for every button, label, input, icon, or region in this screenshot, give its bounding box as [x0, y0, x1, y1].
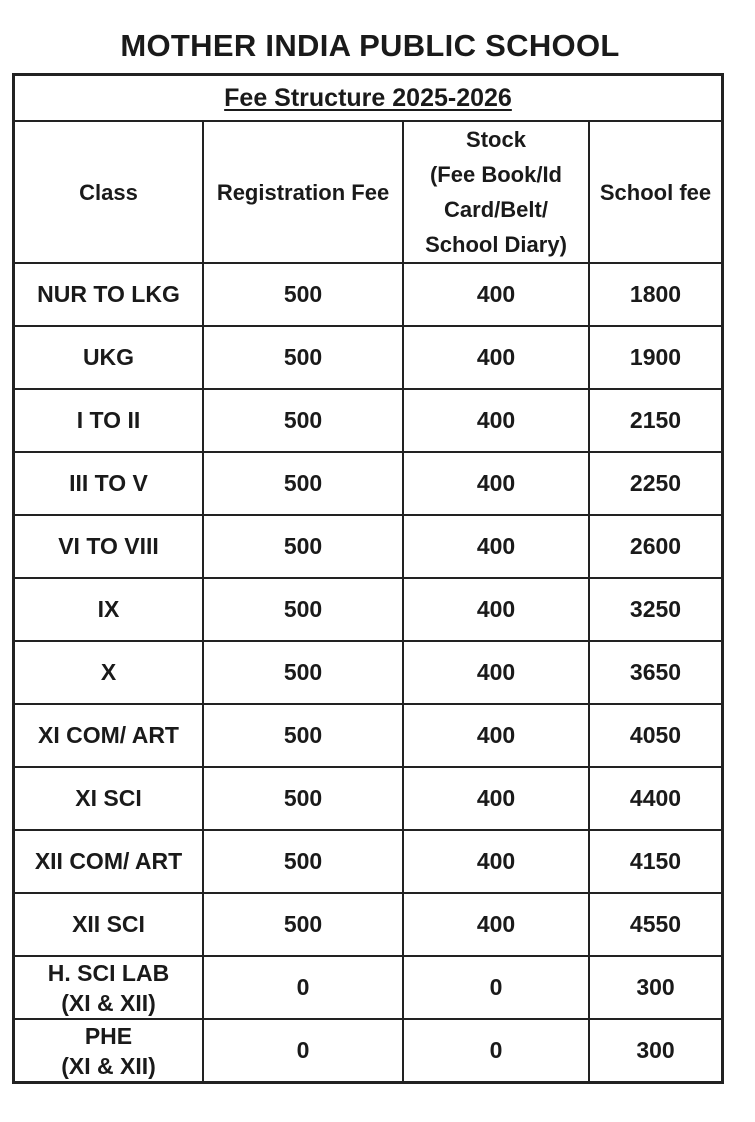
registration-fee-cell: 500 — [203, 641, 403, 704]
stock-fee-cell: 400 — [403, 452, 589, 515]
class-cell: XI SCI — [15, 767, 203, 830]
registration-fee-cell: 500 — [203, 389, 403, 452]
stock-fee-cell: 0 — [403, 1019, 589, 1081]
fee-table-row — [15, 578, 721, 641]
school-fee-cell: 4150 — [589, 830, 721, 893]
school-fee-cell: 1800 — [589, 263, 721, 326]
registration-fee-cell: 0 — [203, 1019, 403, 1081]
registration-fee-cell: 500 — [203, 704, 403, 767]
stock-header-line: School Diary) — [425, 232, 567, 257]
registration-fee-cell: 0 — [203, 956, 403, 1019]
fee-table-row — [15, 515, 721, 578]
class-cell: XII SCI — [15, 893, 203, 956]
class-cell: IX — [15, 578, 203, 641]
school-fee-cell: 4550 — [589, 893, 721, 956]
fee-table-row — [15, 767, 721, 830]
class-name: H. SCI LAB — [47, 959, 170, 986]
fee-table-row — [15, 326, 721, 389]
stock-fee-cell: 400 — [403, 578, 589, 641]
fee-table-row — [15, 704, 721, 767]
fee-table-body — [15, 263, 721, 1081]
school-fee-cell: 4050 — [589, 704, 721, 767]
school-fee-cell: 2150 — [589, 389, 721, 452]
stock-header-line: Card/Belt/ — [444, 197, 548, 222]
stock-fee-cell: 400 — [403, 326, 589, 389]
class-cell: UKG — [15, 326, 203, 389]
school-fee-cell: 4400 — [589, 767, 721, 830]
school-fee-cell: 3250 — [589, 578, 721, 641]
class-cell: XI COM/ ART — [15, 704, 203, 767]
registration-fee-column-header: Registration Fee — [203, 122, 403, 263]
stock-fee-cell: 400 — [403, 704, 589, 767]
stock-fee-cell: 400 — [403, 641, 589, 704]
fee-table-row — [15, 956, 721, 1019]
fee-structure-sheet — [12, 73, 724, 1084]
stock-fee-cell: 400 — [403, 389, 589, 452]
class-cell: NUR TO LKG — [15, 263, 203, 326]
fee-table-header-row — [15, 122, 721, 263]
stock-header-line: (Fee Book/Id — [429, 162, 562, 187]
school-name: MOTHER INDIA PUBLIC SCHOOL — [120, 28, 620, 63]
school-fee-cell: 2250 — [589, 452, 721, 515]
subtitle-row — [15, 76, 721, 122]
class-cell: I TO II — [15, 389, 203, 452]
stock-fee-cell: 400 — [403, 515, 589, 578]
fee-table-row — [15, 1019, 721, 1081]
class-cell: III TO V — [15, 452, 203, 515]
registration-fee-cell: 500 — [203, 326, 403, 389]
stock-fee-cell: 400 — [403, 893, 589, 956]
registration-fee-cell: 500 — [203, 578, 403, 641]
fee-table-row — [15, 263, 721, 326]
registration-fee-cell: 500 — [203, 767, 403, 830]
school-fee-column-header: School fee — [589, 122, 721, 263]
fee-structure-title: Fee Structure 2025-2026 — [224, 83, 512, 112]
fee-table-row — [15, 893, 721, 956]
school-fee-cell: 300 — [589, 956, 721, 1019]
stock-column-header — [403, 122, 589, 263]
class-qualifier: (XI & XII) — [61, 1052, 156, 1079]
school-fee-cell: 2600 — [589, 515, 721, 578]
class-name: PHE — [84, 1022, 133, 1049]
school-fee-cell: 3650 — [589, 641, 721, 704]
class-qualifier: (XI & XII) — [61, 989, 156, 1016]
registration-fee-cell: 500 — [203, 515, 403, 578]
fee-table-row — [15, 389, 721, 452]
fee-table-row — [15, 452, 721, 515]
registration-fee-cell: 500 — [203, 830, 403, 893]
class-cell — [15, 956, 203, 1019]
registration-fee-cell: 500 — [203, 452, 403, 515]
stock-header-line: Stock — [466, 127, 526, 152]
registration-fee-cell: 500 — [203, 263, 403, 326]
registration-fee-cell: 500 — [203, 893, 403, 956]
school-fee-cell: 1900 — [589, 326, 721, 389]
class-cell: X — [15, 641, 203, 704]
school-fee-cell: 300 — [589, 1019, 721, 1081]
fee-table — [15, 122, 721, 1081]
class-cell: XII COM/ ART — [15, 830, 203, 893]
stock-fee-cell: 400 — [403, 767, 589, 830]
class-cell: VI TO VIII — [15, 515, 203, 578]
stock-fee-cell: 0 — [403, 956, 589, 1019]
class-cell — [15, 1019, 203, 1081]
fee-table-row — [15, 641, 721, 704]
class-column-header: Class — [15, 122, 203, 263]
stock-fee-cell: 400 — [403, 830, 589, 893]
stock-fee-cell: 400 — [403, 263, 589, 326]
fee-table-row — [15, 830, 721, 893]
